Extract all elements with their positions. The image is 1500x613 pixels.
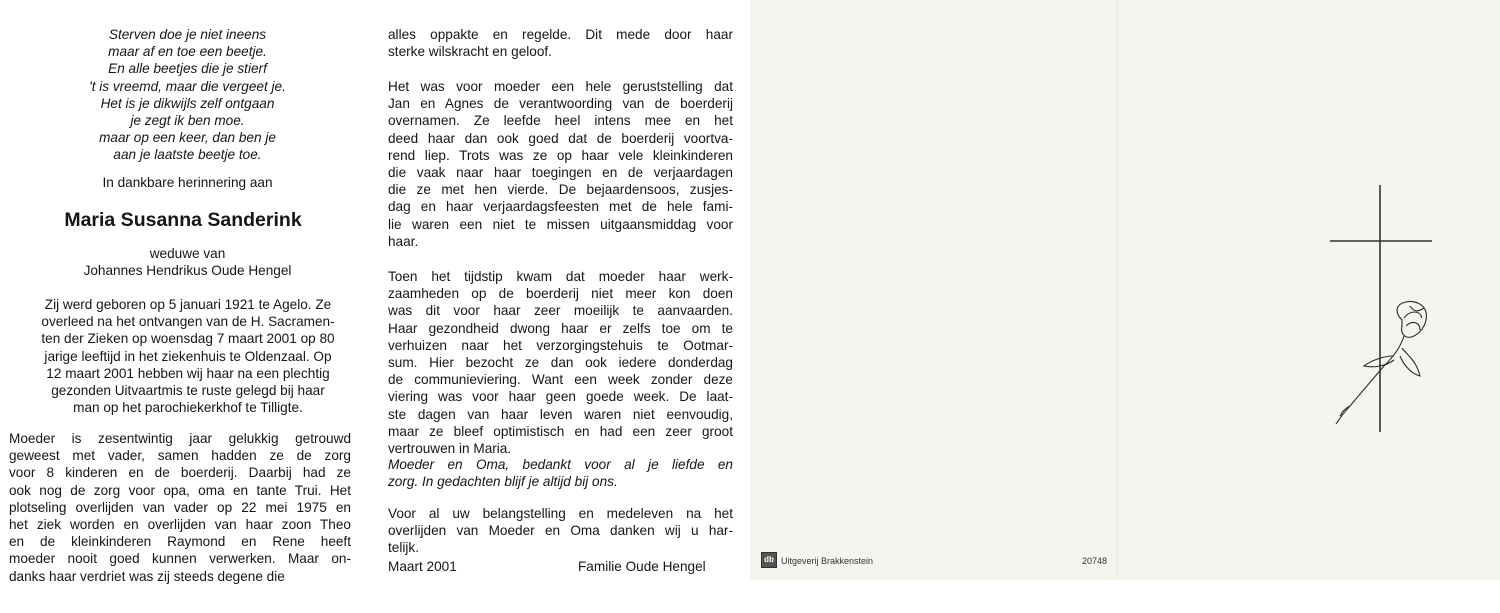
paragraph-gratitude <box>388 505 733 557</box>
text-line: ste dagen van haar leven waren niet eenvoudig, <box>388 406 733 422</box>
fold-line <box>1117 0 1118 580</box>
text-line: sterke wilskracht en geloof. <box>388 44 552 60</box>
poem-line: je zegt ik ben moe. <box>130 113 245 129</box>
poem-line: Het is je dikwijls zelf ontgaan <box>100 95 275 111</box>
publisher-logo: db <box>761 552 777 568</box>
text-line: de communieviering. Want een week zonder deze <box>388 372 733 388</box>
text-line: ook nog de zorg voor opa, oma en tante Trui. Het <box>9 482 351 498</box>
text-line: plotseling overlijden van vader op 22 mei 1975 en <box>9 499 351 515</box>
text-line: Het was voor moeder een hele geruststelling dat <box>388 79 733 94</box>
paragraph-farm <box>388 78 733 250</box>
text-line: Voor al uw belangstelling en medeleven na het <box>388 506 733 521</box>
card-number: 20748 <box>1082 556 1108 566</box>
text-line: zaamheden op de boerderij niet meer kon doen <box>388 286 733 302</box>
text-line: lie waren een niet te missen uitgaansmiddag voor <box>388 216 733 232</box>
text-line: was dit voor haar zeer moeilijk te aanvaarden. <box>388 303 733 319</box>
text-line: zorg. In gedachten blijf je altijd bij ons. <box>388 474 618 490</box>
closing-family: Familie Oude Hengel <box>578 559 706 574</box>
poem-line: maar op een keer, dan ben je <box>99 130 276 146</box>
text-line: Zij werd geboren op 5 januari 1921 te Agelo. Ze <box>44 297 332 312</box>
text-line: gezonden Uitvaartmis te ruste gelegd bij haar <box>51 383 325 399</box>
text-line: die ze met hen vierde. De bejaardensoos, zusjes- <box>388 182 733 198</box>
text-line: overlijden van Moeder en Oma danken wij u har- <box>388 523 733 539</box>
poem-line: 't is vreemd, maar die vergeet je. <box>89 78 286 94</box>
text-line: Moeder is zesentwintig jaar gelukkig getrouwd <box>9 431 351 446</box>
rose-icon <box>1336 301 1426 424</box>
publisher-name: Uitgeverij Brakkenstein <box>781 556 874 566</box>
text-line: verhuizen naar het verzorgingstehuis te Ootmar- <box>388 337 733 353</box>
card-page-left <box>0 0 375 613</box>
paragraph-continued <box>388 26 733 60</box>
text-line: viering was voor haar geen goede week. De laat- <box>388 389 733 405</box>
dedication: In dankbare herinnering aan <box>102 175 273 190</box>
text-line: die vaak naar haar toegingen en de verjaardagen <box>388 165 733 181</box>
husband-name: Johannes Hendrikus Oude Hengel <box>83 263 292 278</box>
widow-label: weduwe van <box>149 246 226 261</box>
text-line: vertrouwen in Maria. <box>388 441 512 457</box>
text-line: ten der Zieken op woensdag 7 maart 2001 op 80 <box>41 331 335 347</box>
text-line: alles oppakte en regelde. Dit mede door haar <box>388 27 733 42</box>
bottom-margin <box>750 580 1500 613</box>
text-line: Toen het tijdstip kwam dat moeder haar werk- <box>388 269 733 284</box>
poem <box>40 26 335 164</box>
cross-icon <box>1330 185 1432 432</box>
poem-line: aan je laatste beetje toe. <box>113 147 262 163</box>
text-line: maar ze bleef optimistisch en had een zeer groot <box>388 423 733 439</box>
text-line: telijk. <box>388 540 419 556</box>
text-line: danks haar verdriet was zij steeds degene die <box>9 568 285 584</box>
text-line: Moeder en Oma, bedankt voor al je liefde en <box>388 457 733 472</box>
text-line: geweest met vader, samen hadden ze de zorg <box>9 448 351 464</box>
text-line: dag en haar verjaardagsfeesten met de hele fami- <box>388 199 733 215</box>
text-line: man op het parochiekerkhof te Tilligte. <box>73 400 303 416</box>
text-line: moeder nooit goed kunnen verwerken. Maar on- <box>9 551 351 567</box>
birth-paragraph <box>16 296 360 416</box>
text-line: haar. <box>388 233 419 249</box>
text-line: jarige leeftijd in het ziekenhuis te Oldenzaal. Op <box>44 348 332 364</box>
paragraph-moeder <box>9 430 351 585</box>
card-page-middle <box>375 0 750 613</box>
text-line: sum. Hier bezocht ze dan ook iedere donderdag <box>388 355 733 371</box>
deceased-name: Maria Susanna Sanderink <box>64 209 302 231</box>
text-line: Haar gezondheid dwong haar er zelfs toe om te <box>388 320 733 336</box>
text-line: 12 maart 2001 hebben wij haar na een plechtig <box>46 365 330 381</box>
text-line: Jan en Agnes de verantwoording van de boerderij <box>388 96 733 112</box>
poem-line: Sterven doe je niet ineens <box>108 27 267 42</box>
text-line: voor 8 kinderen en de boerderij. Daarbij had ze <box>9 465 351 481</box>
poem-line: En alle beetjes die je stierf <box>108 61 267 77</box>
cross-rose-illustration <box>1320 180 1435 435</box>
text-line: en de kleinkinderen Raymond en Rene heeft <box>9 534 351 550</box>
paragraph-time <box>388 268 733 457</box>
text-line: rend liep. Trots was ze op haar vele kleinkinderen <box>388 147 733 163</box>
text-line: overleed na het ontvangen van de H. Sacramen- <box>41 314 335 330</box>
text-line: het ziek worden en overlijden van haar zoon Theo <box>9 517 351 533</box>
closing-date: Maart 2001 <box>388 559 457 574</box>
text-line: overnamen. Ze leefde heel intens mee en het <box>388 113 733 129</box>
paragraph-thanks <box>388 456 733 490</box>
text-line: deed haar dan ook goed dat de boerderij voortva- <box>388 130 733 146</box>
poem-line: maar af en toe een beetje. <box>108 44 267 60</box>
